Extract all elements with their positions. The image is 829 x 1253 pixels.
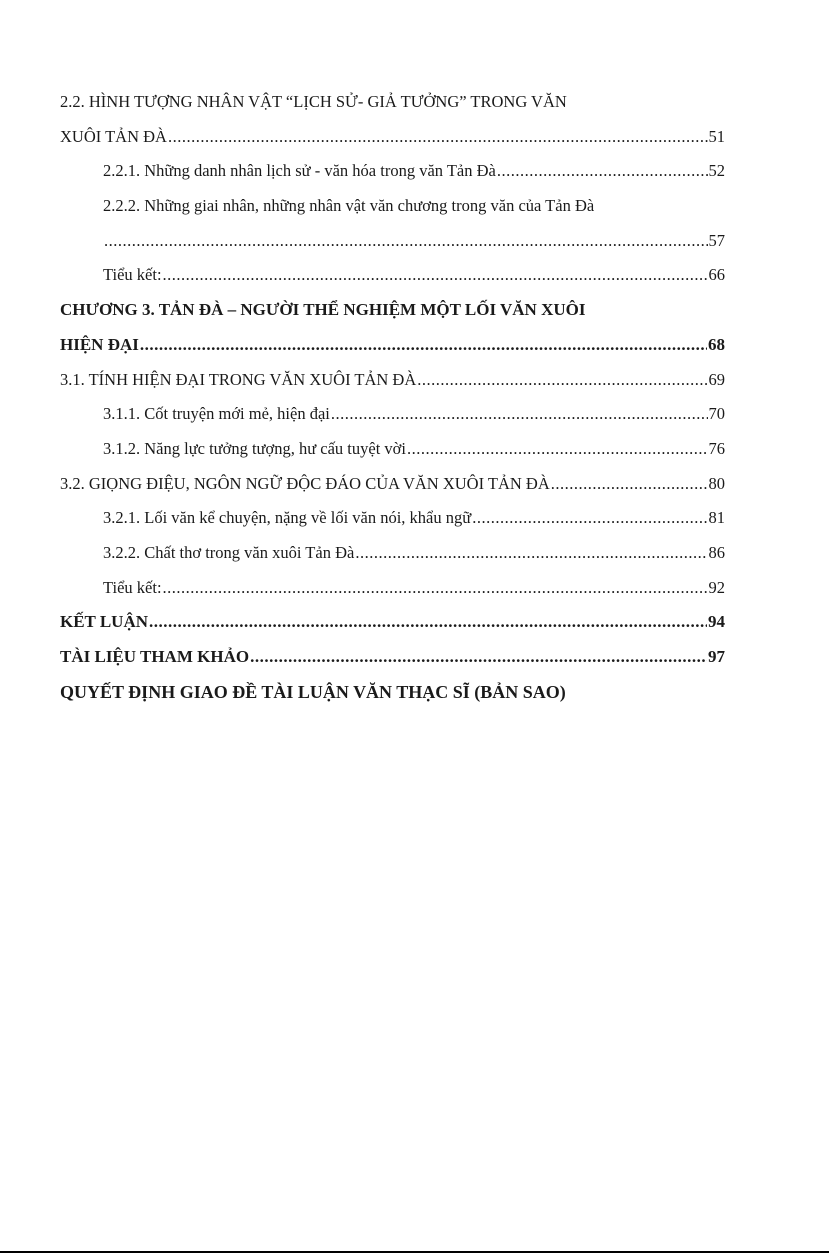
toc-entry-text: 2.2. HÌNH TƯỢNG NHÂN VẬT “LỊCH SỬ- GIẢ TƯỞNG” TRONG VĂN	[60, 92, 567, 111]
leader-dots	[163, 265, 708, 285]
toc-entry-text: HIỆN ĐẠI	[60, 334, 139, 354]
page-number: 76	[708, 438, 725, 458]
page-number: 92	[708, 577, 725, 597]
toc-entry-text: TÀI LIỆU THAM KHẢO	[60, 647, 250, 666]
toc-entry-quyet-dinh[interactable]	[60, 682, 725, 717]
page-number: 52	[708, 161, 725, 181]
toc-entry-2-2-1[interactable]	[60, 161, 725, 196]
leader-dots	[417, 370, 707, 390]
toc-entry-3-2[interactable]	[60, 474, 725, 509]
page-number: 57	[708, 230, 725, 250]
toc-entry-text: 2.2.1. Những danh nhân lịch sử - văn hóa trong văn Tản Đà	[103, 161, 496, 181]
leader-dots	[331, 404, 708, 424]
leader-dots	[497, 161, 708, 181]
toc-entry-3-1-1[interactable]	[60, 404, 725, 439]
page-number: 70	[708, 404, 725, 424]
leader-dots	[140, 335, 707, 355]
toc-entry-text: 3.1.2. Năng lực tưởng tượng, hư cấu tuyệt vời	[103, 438, 406, 458]
leader-dots	[149, 612, 707, 632]
toc-entry-2-2-2-title[interactable]	[60, 196, 725, 231]
toc-entry-3-1[interactable]	[60, 370, 725, 405]
leader-dots	[551, 474, 708, 494]
table-of-contents	[60, 92, 725, 716]
toc-entry-text: 3.2.1. Lối văn kể chuyện, nặng về lối văn nói, khẩu ngữ	[103, 508, 472, 528]
page-number: 66	[708, 265, 725, 285]
page-number: 68	[708, 334, 725, 354]
toc-entry-text: CHƯƠNG 3. TẢN ĐÀ – NGƯỜI THỂ NGHIỆM MỘT LỐI VĂN XUÔI	[60, 300, 586, 320]
toc-entry-text: 3.1. TÍNH HIỆN ĐẠI TRONG VĂN XUÔI TẢN ĐÀ	[60, 369, 417, 389]
leader-dots	[163, 578, 708, 598]
leader-dots	[168, 127, 708, 147]
toc-entry-text: KẾT LUẬN	[60, 612, 149, 632]
toc-entry-3-1-2[interactable]	[60, 439, 725, 474]
toc-entry-3-2-1[interactable]	[60, 508, 725, 543]
leader-dots	[407, 439, 708, 459]
toc-entry-text: 3.2.2. Chất thơ trong văn xuôi Tản Đà	[103, 542, 355, 562]
page-number: 80	[708, 473, 725, 493]
toc-entry-text: Tiểu kết:	[103, 265, 162, 285]
toc-entry-ket-luan[interactable]	[60, 612, 725, 647]
toc-entry-text: XUÔI TẢN ĐÀ	[60, 126, 167, 146]
leader-dots	[250, 647, 707, 667]
page-number: 94	[708, 612, 725, 632]
toc-entry-chapter-3-title[interactable]	[60, 300, 725, 335]
toc-entry-chapter-3[interactable]	[60, 335, 725, 370]
toc-entry-3-2-2[interactable]	[60, 543, 725, 578]
toc-entry-text: 3.1.1. Cốt truyện mới mẻ, hiện đại	[103, 404, 330, 424]
page-number: 97	[708, 647, 725, 666]
toc-entry-tieu-ket-2[interactable]	[60, 265, 725, 300]
toc-entry-text: 2.2.2. Những giai nhân, những nhân vật văn chương trong văn của Tản Đà	[103, 196, 595, 216]
page-number: 51	[708, 126, 725, 146]
toc-entry-text: QUYẾT ĐỊNH GIAO ĐỀ TÀI LUẬN VĂN THẠC SĨ (BẢN SAO)	[60, 681, 566, 702]
toc-entry-2-2-2[interactable]	[60, 231, 725, 266]
toc-entry-text: 3.2. GIỌNG ĐIỆU, NGÔN NGỮ ĐỘC ĐÁO CỦA VĂN XUÔI TẢN ĐÀ	[60, 473, 550, 493]
leader-dots	[472, 508, 707, 528]
page-number: 86	[708, 542, 725, 562]
leader-dots	[355, 543, 707, 563]
leader-dots	[104, 231, 708, 251]
toc-entry-tai-lieu[interactable]	[60, 647, 725, 682]
toc-entry-2-2-title[interactable]	[60, 92, 725, 127]
page-number: 69	[708, 369, 725, 389]
toc-entry-tieu-ket-3[interactable]	[60, 578, 725, 613]
toc-entry-text: Tiểu kết:	[103, 577, 162, 597]
toc-entry-2-2[interactable]	[60, 127, 725, 162]
page-number: 81	[708, 508, 725, 528]
